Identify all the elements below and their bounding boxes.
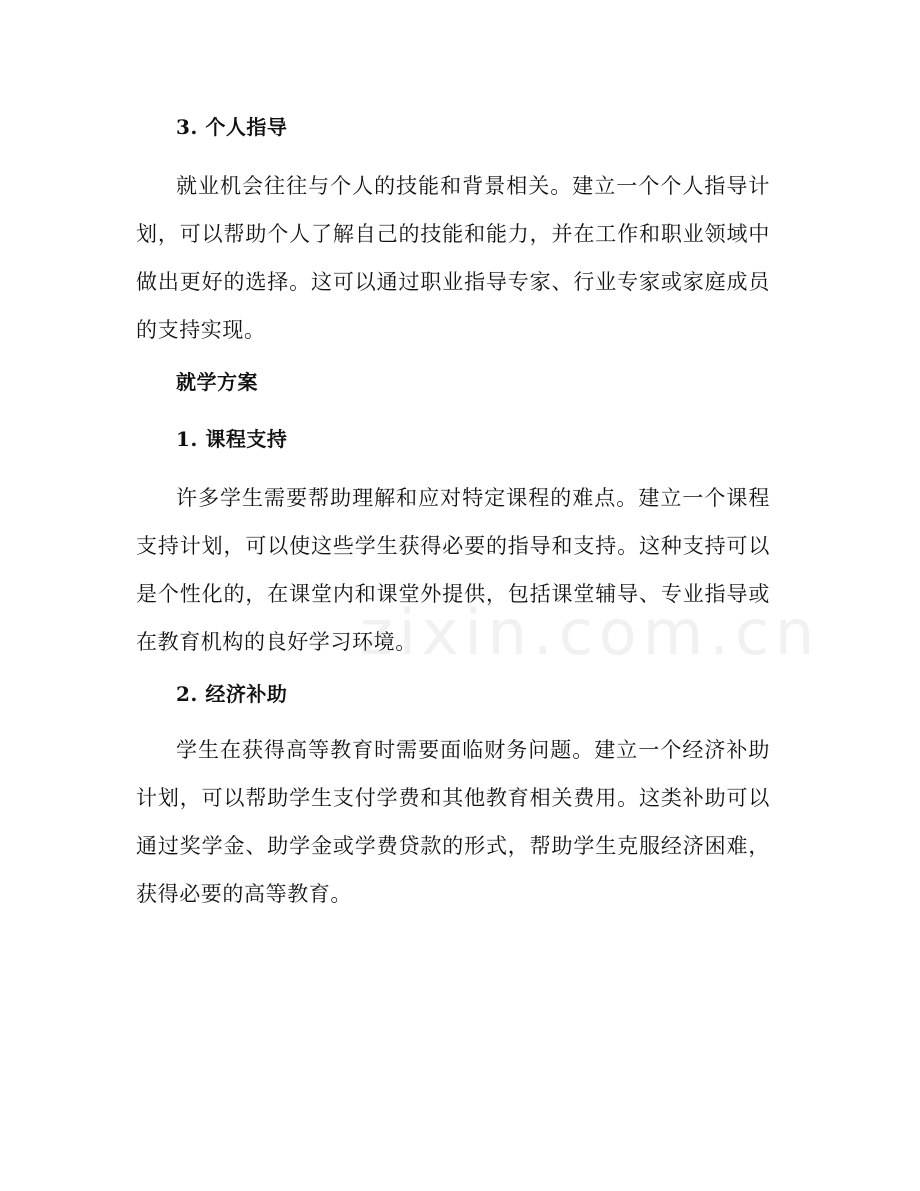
section-heading-course-support: 1. 课程支持 xyxy=(176,427,288,451)
watermark: zixin.com.cn xyxy=(360,596,821,669)
paragraph-personal-guidance: 就业机会往往与个人的技能和背景相关。建立一个个人指导计划，可以帮助个人了解自己的技能和能力，并在工作和职业领域中做出更好的选择。这可以通过职业指导专家、行业专家或家庭成员的支持实现。 xyxy=(136,174,770,342)
section-heading-financial-aid: 2. 经济补助 xyxy=(176,682,288,706)
section-heading-study-plan: 就学方案 xyxy=(176,370,258,394)
section-heading-personal-guidance: 3. 个人指导 xyxy=(176,115,288,139)
paragraph-financial-aid: 学生在获得高等教育时需要面临财务问题。建立一个经济补助计划，可以帮助学生支付学费和其他教育相关费用。这类补助可以通过奖学金、助学金或学费贷款的形式，帮助学生克服经济困难，获得必要的高等教育。 xyxy=(136,738,770,906)
paragraph-course-support: 许多学生需要帮助理解和应对特定课程的难点。建立一个课程支持计划，可以使这些学生获得必要的指导和支持。这种支持可以是个性化的，在课堂内和课堂外提供，包括课堂辅导、专业指导或在教育机构的良好学习环境。 xyxy=(136,486,770,654)
